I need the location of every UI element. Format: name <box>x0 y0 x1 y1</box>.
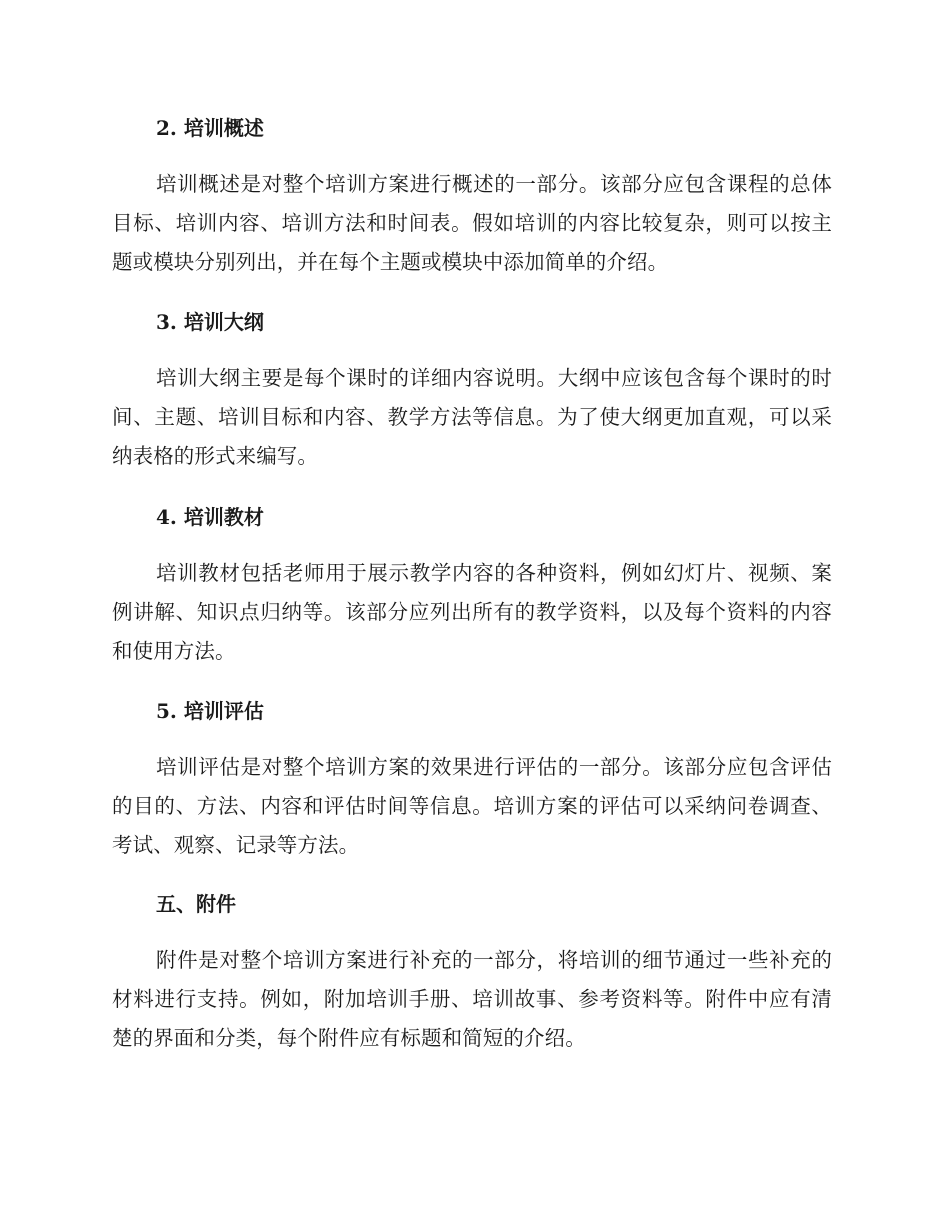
section-heading: 4. 培训教材 <box>156 505 264 529</box>
section-training-materials <box>112 502 832 671</box>
section-paragraph: 附件是对整个培训方案进行补充的一部分，将培训的细节通过一些补充的材料进行支持。例如，附加培训手册、培训故事、参考资料等。附件中应有清楚的界面和分类，每个附件应有标题和简短的介绍。 <box>112 948 832 1050</box>
section-attachments <box>112 889 832 1058</box>
section-paragraph: 培训大纲主要是每个课时的详细内容说明。大纲中应该包含每个课时的时间、主题、培训目标和内容、教学方法等信息。为了使大纲更加直观，可以采纳表格的形式来编写。 <box>112 366 832 468</box>
section-paragraph: 培训概述是对整个培训方案进行概述的一部分。该部分应包含课程的总体目标、培训内容、培训方法和时间表。假如培训的内容比较复杂，则可以按主题或模块分别列出，并在每个主题或模块中添加简单的介绍。 <box>112 172 832 274</box>
section-training-evaluation <box>112 696 832 865</box>
section-heading: 2. 培训概述 <box>156 116 264 140</box>
section-training-outline <box>112 307 832 476</box>
section-paragraph: 培训评估是对整个培训方案的效果进行评估的一部分。该部分应包含评估的目的、方法、内容和评估时间等信息。培训方案的评估可以采纳问卷调查、考试、观察、记录等方法。 <box>112 755 832 857</box>
section-training-overview <box>112 113 832 282</box>
section-heading: 3. 培训大纲 <box>156 310 264 334</box>
section-heading: 5. 培训评估 <box>156 699 264 723</box>
section-heading: 五、附件 <box>156 892 236 916</box>
section-paragraph: 培训教材包括老师用于展示教学内容的各种资料，例如幻灯片、视频、案例讲解、知识点归纳等。该部分应列出所有的教学资料，以及每个资料的内容和使用方法。 <box>112 561 832 663</box>
